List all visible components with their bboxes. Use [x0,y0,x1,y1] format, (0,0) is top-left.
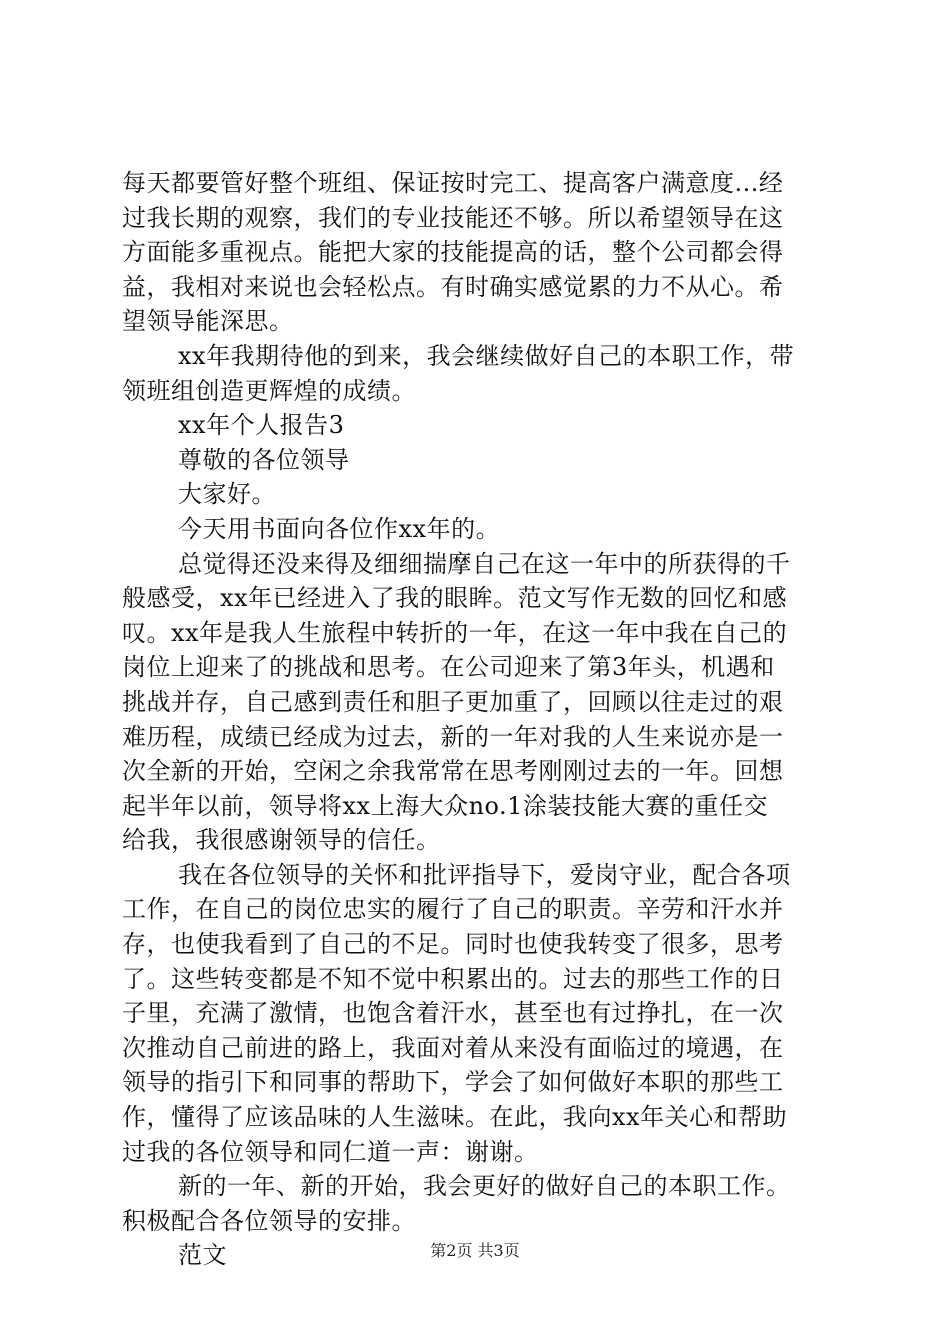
text-line: 领导的指引下和同事的帮助下，学会了如何做好本职的那些工 [122,1068,784,1097]
text-line: 过我长期的观察，我们的专业技能还不够。所以希望领导在这 [122,203,784,232]
text-line: 挑战并存，自己感到责任和胆子更加重了，回顾以往走过的艰 [122,687,784,716]
closing-text: 范文 [178,1241,227,1270]
text-line: 了。这些转变都是不知不觉中积累出的。过去的那些工作的日 [122,964,784,993]
text-line: 岗位上迎来了的挑战和思考。在公司迎来了第3年头，机遇和 [122,653,775,682]
text-line: 工作，在自己的岗位忠实的履行了自己的职责。辛劳和汗水并 [122,895,784,924]
text-line: 过我的各位领导和同仁道一声：谢谢。 [122,1137,539,1166]
text-line: 方面能多重视点。能把大家的技能提高的话，整个公司都会得 [122,238,784,267]
section-heading: xx年个人报告3 [178,411,345,440]
text-line: 次推动自己前进的路上，我面对着从来没有面临过的境遇，在 [122,1033,784,1062]
text-line: 总觉得还没来得及细细揣摩自己在这一年中的所获得的千 [178,549,791,578]
document-body [122,166,836,1273]
text-line: 子里，充满了激情，也饱含着汗水，甚至也有过挣扎，在一次 [122,999,784,1028]
text-line: 般感受，xx年已经进入了我的眼眸。范文写作无数的回忆和感 [122,584,788,613]
text-line: 次全新的开始，空闲之余我常常在思考刚刚过去的一年。回想 [122,757,784,786]
salutation: 尊敬的各位领导 [178,445,350,474]
text-line: 每天都要管好整个班组、保证按时完工、提高客户满意度...经 [122,169,784,197]
text-line: 叹。xx年是我人生旅程中转折的一年，在这一年中我在自己的 [122,618,788,647]
greeting: 大家好。 [178,480,276,509]
text-line: 起半年以前，领导将xx上海大众no.1涂装技能大赛的重任交 [122,791,768,820]
text-line: 益，我相对来说也会轻松点。有时确实感觉累的力不从心。希 [122,272,784,301]
text-line: 存，也使我看到了自己的不足。同时也使我转变了很多，思考 [122,930,784,959]
text-line: 望领导能深思。 [122,307,294,336]
page-number-footer: 第2页 共3页 [430,1241,520,1260]
text-line: 新的一年、新的开始，我会更好的做好自己的本职工作。 [178,1172,791,1201]
text-line: 难历程，成绩已经成为过去，新的一年对我的人生来说亦是一 [122,722,784,751]
text-line: 领班组创造更辉煌的成绩。 [122,376,416,405]
text-line: 作，懂得了应该品味的人生滋味。在此，我向xx年关心和帮助 [122,1103,788,1132]
text-line: 给我，我很感谢领导的信任。 [122,826,441,855]
text-line: 积极配合各位领导的安排。 [122,1206,416,1235]
text-line: 我在各位领导的关怀和批评指导下，爱岗守业，配合各项 [178,860,791,889]
text-line: xx年我期待他的到来，我会继续做好自己的本职工作，带 [178,341,795,370]
text-line: 今天用书面向各位作xx年的。 [178,514,501,543]
